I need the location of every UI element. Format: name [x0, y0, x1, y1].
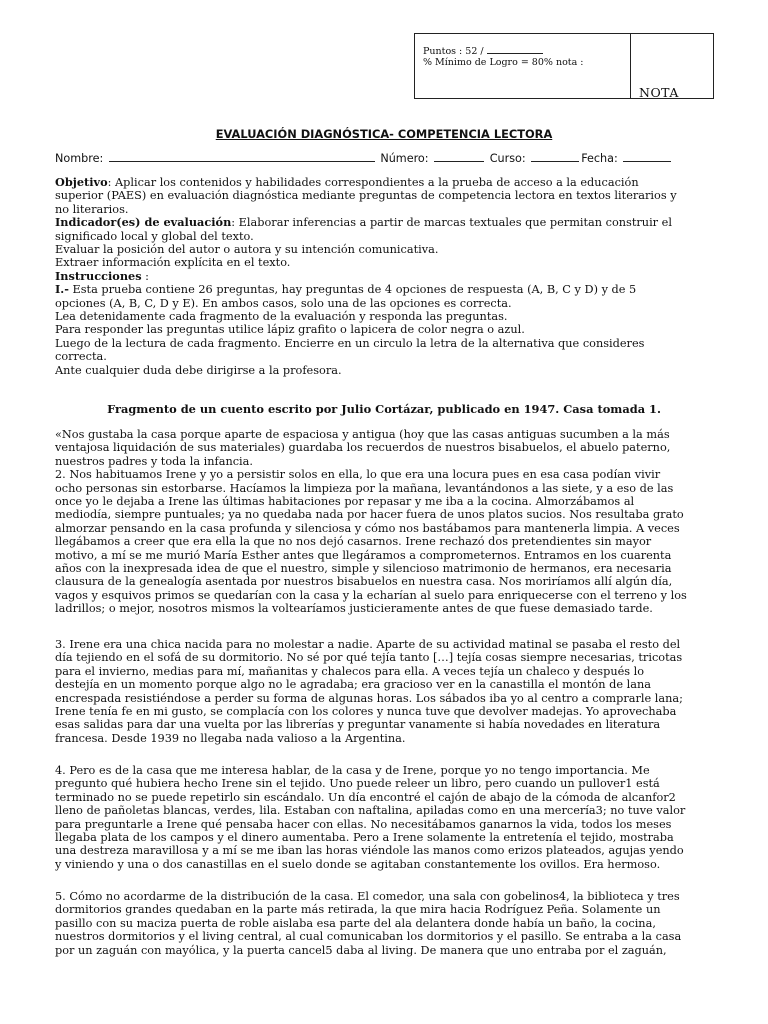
curso-field[interactable]: [531, 151, 579, 162]
fecha-label: Fecha:: [581, 152, 618, 165]
objetivo-line: Objetivo: Aplicar los contenidos y habilidades correspondientes a la prueba de acceso a la educación: [55, 176, 639, 189]
instrucciones-heading: Instrucciones :: [55, 269, 149, 283]
puntos-blank[interactable]: [487, 44, 543, 54]
minimo-logro-line: % Mínimo de Logro = 80% nota :: [423, 57, 584, 68]
instructions-block: Objetivo: Aplicar los contenidos y habilidades correspondientes a la prueba de acceso a la educación superior (PAES) en evaluación diagnóstica mediante preguntas de competencia lectora en textos literarios y no literarios. Indicador(es) de evaluación: Elaborar inferencias a partir de marcas textuales que permitan construir el significado local y global del texto. Evaluar la posición del autor o autora y su intención comunicativa. Extraer información explícita en el texto. Instrucciones : I.- Esta prueba contiene 26 preguntas, hay preguntas de 4 opciones de respuesta (A, B, C y D) y de 5 opciones (A, B, C, D y E). En ambos casos, solo una de las opciones es correcta. Lea detenidamente cada fragmento de la evaluación y responda las preguntas. Para responder las preguntas utilice lápiz grafito o lapicera de color negra o azul. Luego de la lectura de cada fragmento. Encierre en un circulo la letra de la alternativa que consideres correcta. Ante cualquier duda debe dirigirse a la profesora.: [55, 176, 715, 377]
puntos-label: Puntos : 52 /: [423, 46, 484, 57]
paragraph-4: 4. Pero es de la casa que me interesa hablar, de la casa y de Irene, porque yo no tengo importancia. Me pregunto qué hubiera hecho Irene sin el tejido. Uno puede releer un libro, pero cuando un pullover1 está terminado no se puede repetirlo sin escándalo. Un día encontré el cajón de abajo de la cómoda de alcanfor2 lleno de pañoletas blancas, verdes, lila. Estaban con naftalina, apiladas como en una mercería3; no tuve valor para preguntarle a Irene qué pensaba hacer con ellas. No necesitábamos ganarnos la vida, todos los meses llegaba plata de los campos y el dinero aumentaba. Pero a Irene solamente la entretenía el tejido, mostraba una destreza maravillosa y a mí se me iban las horas viéndole las manos como erizos plateados, agujas yendo y viniendo y una o dos canastillas en el suelo donde se agitaban constantemente los ovillos. Era hermoso.: [55, 764, 686, 871]
fragment-title: Fragmento de un cuento escrito por Julio Cortázar, publicado en 1947. Casa tomada 1.: [107, 402, 661, 416]
nombre-field[interactable]: [109, 151, 375, 162]
nombre-label: Nombre:: [55, 152, 104, 165]
paragraph-5: 5. Cómo no acordarme de la distribución de la casa. El comedor, una sala con gobelinos4, la biblioteca y tres dormitorios grandes quedaban en la parte más retirada, la que mira hacia Rodríguez Peña. Solamente un pasillo con su maciza puerta de roble aislaba esa parte del ala delantera donde había un baño, la cocina, nuestros dormitorios y el living central, al cual comunicaban los dormitorios y el pasillo. Se entraba a la casa por un zaguán con mayólica, y la puerta cancel5 daba al living. De manera que uno entraba por el zaguán,: [55, 890, 682, 957]
indicador-line: Indicador(es) de evaluación: Elaborar inferencias a partir de marcas textuales que permitan construir el: [55, 216, 672, 230]
student-info-row: [55, 151, 673, 165]
fecha-field[interactable]: [623, 151, 671, 162]
curso-label: Curso:: [489, 152, 526, 165]
puntos-line: [423, 44, 543, 57]
objetivo-label: Objetivo: [55, 176, 108, 189]
instrucciones-label: Instrucciones: [55, 269, 142, 283]
page-title: EVALUACIÓN DIAGNÓSTICA- COMPETENCIA LECTORA: [215, 127, 553, 141]
indicador-label: Indicador(es) de evaluación: [55, 216, 232, 230]
numero-field[interactable]: [434, 151, 484, 162]
numero-label: Número:: [380, 152, 429, 165]
paragraph-1-2: «Nos gustaba la casa porque aparte de espaciosa y antigua (hoy que las casas antiguas sucumben a la más ventajosa liquidación de sus materiales) guardaba los recuerdos de nuestros bisabuelos, el abuelo paterno, nuestros padres y toda la infancia. 2. Nos habituamos Irene y yo a persistir solos en ella, lo que era una locura pues en esa casa podían vivir ocho personas sin estorbarse. Hacíamos la limpieza por la mañana, levantándonos a las siete, y a eso de las once yo le dejaba a Irene las últimas habitaciones por repasar y me iba a la cocina. Almorzábamos al mediodía, siempre puntuales; ya no quedaba nada por hacer fuera de unos platos sucios. Nos resultaba grato almorzar pensando en la casa profunda y silenciosa y cómo nos bastábamos para mantenerla limpia. A veces llegábamos a creer que era ella la que no nos dejó casarnos. Irene rechazó dos pretendientes sin mayor motivo, a mí se me murió María Esther antes que llegáramos a comprometernos. Entramos en los cuarenta años con la inexpresada idea de que el nuestro, simple y silencioso matrimonio de hermanos, era necesaria clausura de la genealogía asentada por nuestros bisabuelos en nuestra casa. Nos moriríamos allí algún día, vagos y esquivos primos se quedarían con la casa y la echarían al suelo para enriquecerse con el terreno y los ladrillos; o mejor, nosotros mismos la voltearíamos justicieramente antes de que fuese demasiado tarde.: [55, 428, 687, 616]
paragraph-3: 3. Irene era una chica nacida para no molestar a nadie. Aparte de su actividad matinal se pasaba el resto del día tejiendo en el sofá de su dormitorio. No sé por qué tejía tanto […] tejía cosas siempre necesarias, tricotas para el invierno, medias para mí, mañanitas y chalecos para ella. A veces tejía un chaleco y después lo destejía en un momento porque algo no le agradaba; era gracioso ver en la canastilla el montón de lana encrespada resistiéndose a perder su forma de algunas horas. Los sábados iba yo al centro a comprarle lana; Irene tenía fe en mi gusto, se complacía con los colores y nunca tuve que devolver madejas. Yo aprovechaba esas salidas para dar una vuelta por las librerías y preguntar vanamente si había novedades en literatura francesa. Desde 1939 no llegaba nada valioso a la Argentina.: [55, 638, 683, 745]
score-box: [414, 33, 714, 99]
nota-label: NOTA: [639, 85, 679, 100]
score-info-cell: [415, 34, 631, 98]
